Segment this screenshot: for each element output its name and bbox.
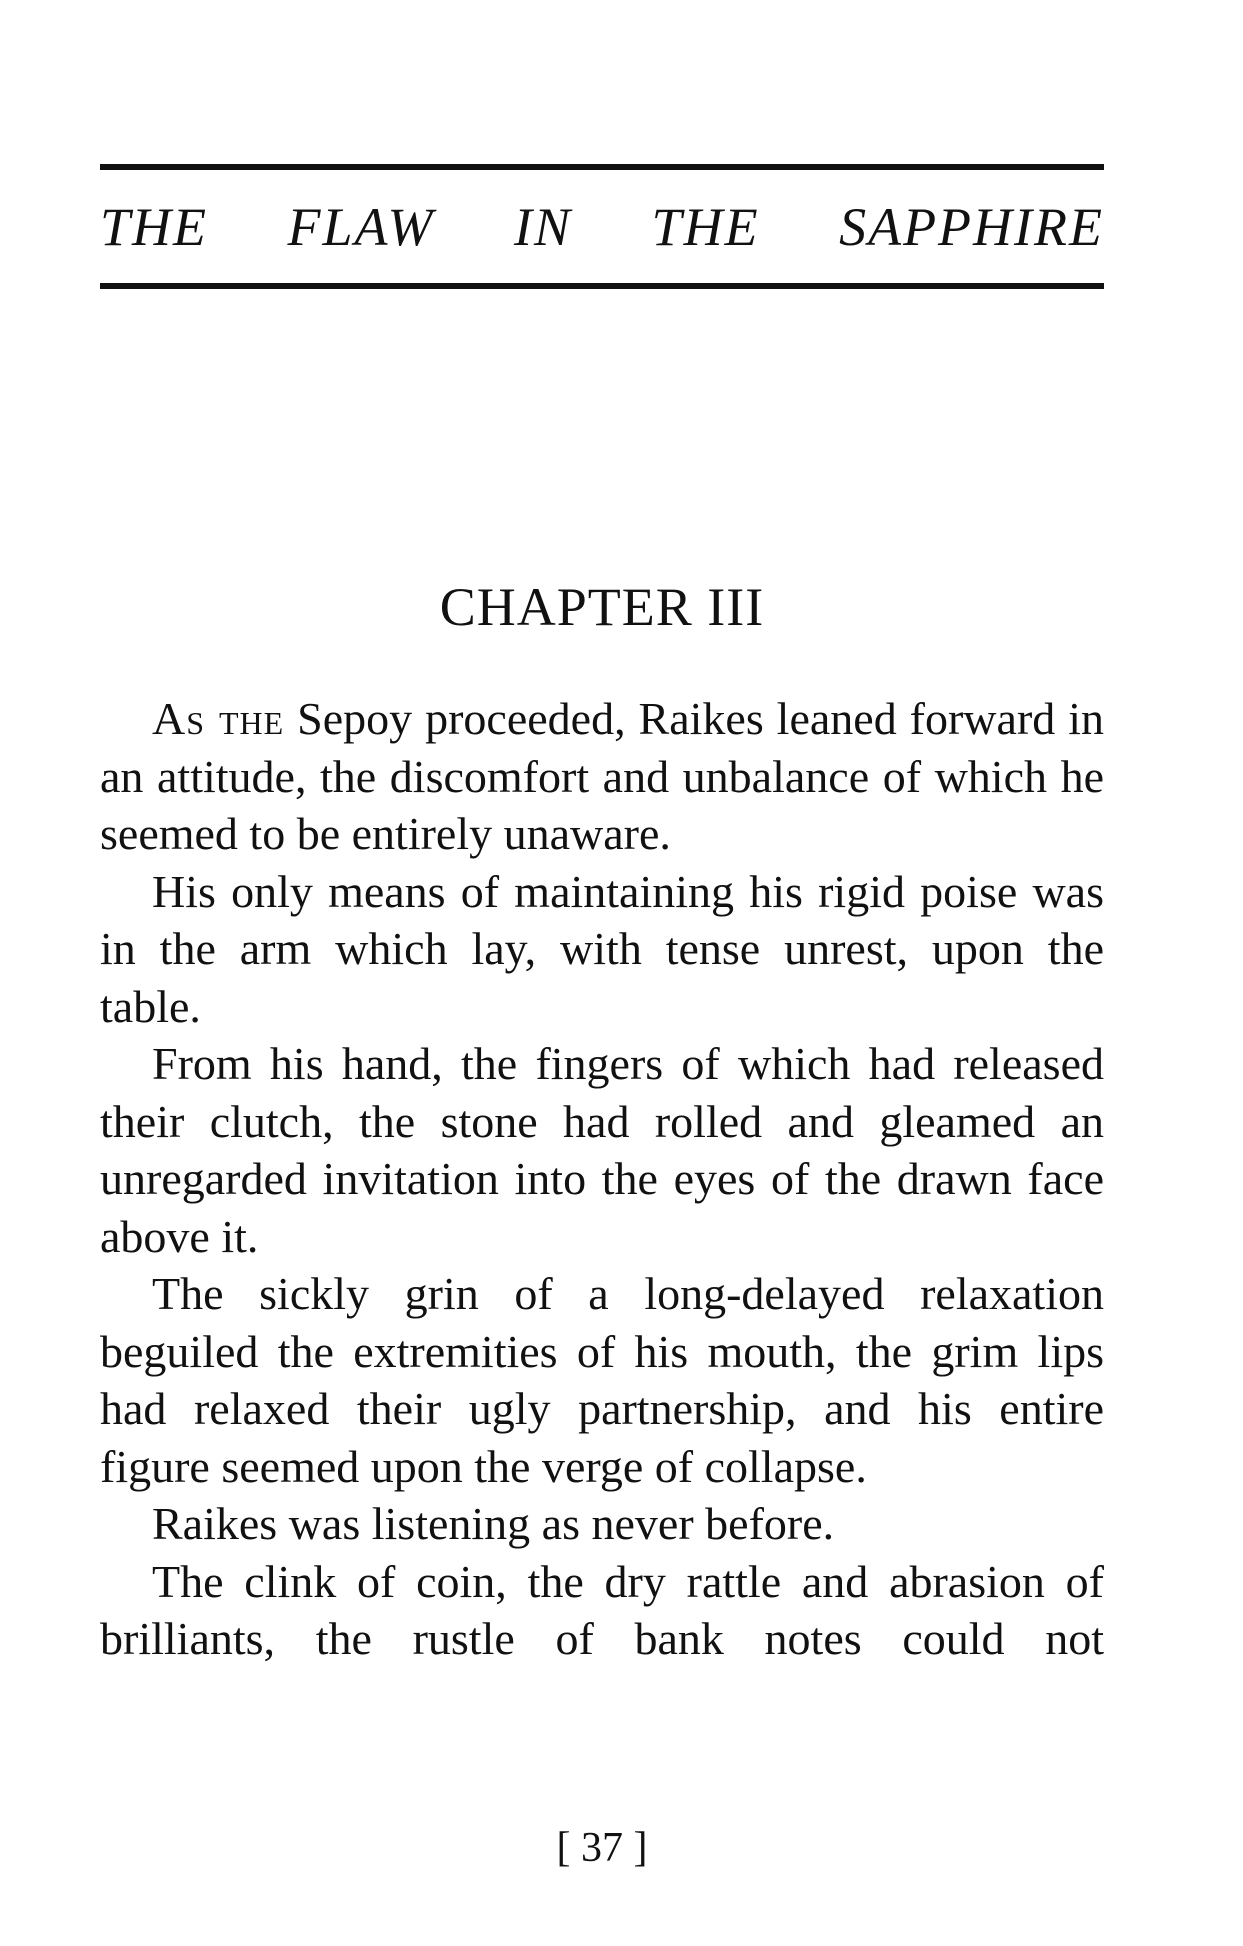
paragraph xyxy=(100,1265,1104,1495)
paragraph-text: The clink of coin, the dry rattle and abrasion of brilliants, the rustle of bank notes could not xyxy=(100,1555,1104,1664)
top-rule xyxy=(100,164,1104,170)
paragraph xyxy=(100,1553,1104,1668)
paragraph-text: From his hand, the fingers of which had released their clutch, the stone had rolled and gleamed an unregarded invitation into the eyes of the drawn face above it. xyxy=(100,1038,1104,1262)
bottom-rule xyxy=(100,283,1104,289)
paragraph xyxy=(100,1495,1104,1553)
paragraph xyxy=(100,1035,1104,1265)
page-number: [ 37 ] xyxy=(556,1825,648,1871)
paragraph-text: His only means of maintaining his rigid poise was in the arm which lay, with tense unrest, upon the table. xyxy=(100,865,1104,1032)
paragraph xyxy=(100,863,1104,1036)
chapter-heading: CHAPTER III xyxy=(439,577,765,637)
paragraph-text: Raikes was listening as never before. xyxy=(152,1498,835,1549)
running-head: THE FLAW IN THE SAPPHIRE xyxy=(100,197,1104,257)
paragraph-text: The sickly grin of a long-delayed relaxation beguiled the extremities of his mouth, the grim lips had relaxed their ugly partnership, and his entire figure seemed upon the verge of collapse. xyxy=(100,1268,1104,1492)
body-text xyxy=(100,690,1104,1668)
paragraph-text: Sepoy proceeded, Raikes leaned forward in an attitude, the discomfort and unbalance of which he seemed to be entirely unaware. xyxy=(100,693,1104,859)
paragraph-lead: As the xyxy=(152,693,285,744)
paragraph xyxy=(100,690,1104,863)
